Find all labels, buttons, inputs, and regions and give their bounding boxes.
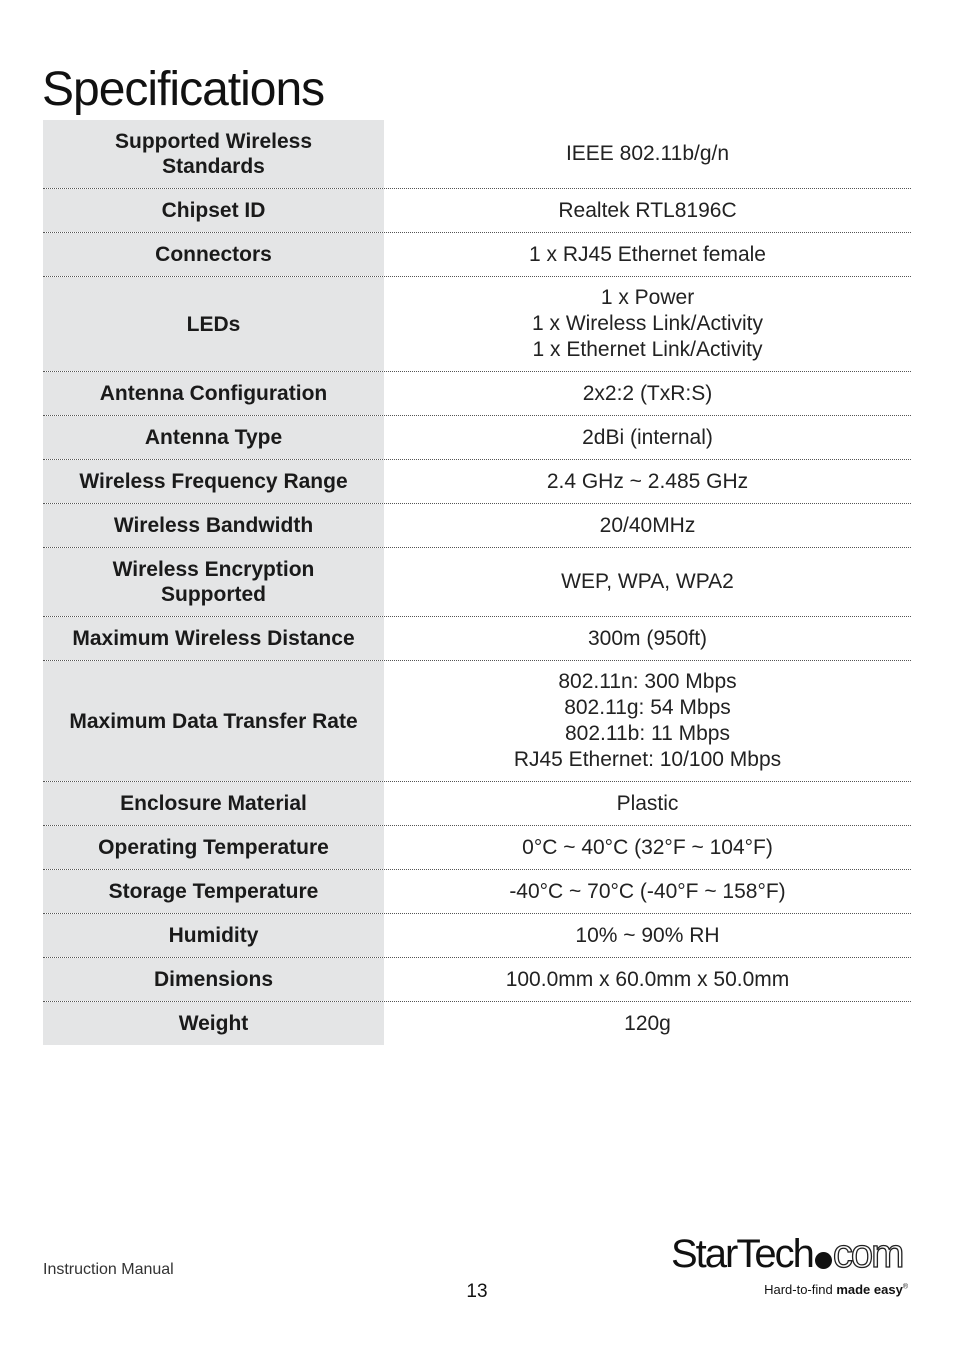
spec-label-text: [69, 709, 357, 734]
spec-value: [384, 782, 911, 825]
logo-tagline-bold: made easy: [836, 1282, 903, 1297]
spec-row: [43, 120, 911, 189]
spec-value: [384, 1002, 911, 1045]
spec-label-text: [72, 626, 354, 651]
spec-label-text: [169, 923, 259, 948]
spec-value: [384, 277, 911, 371]
spec-label: [43, 914, 384, 957]
spec-value: [384, 189, 911, 232]
spec-label-line: Chipset ID: [161, 199, 266, 222]
spec-label: [43, 277, 384, 371]
spec-value-line: -40°C ~ 70°C (-40°F ~ 158°F): [509, 879, 786, 903]
spec-label: [43, 548, 384, 616]
spec-label-line: Enclosure Material: [120, 792, 307, 815]
spec-label-text: [155, 242, 272, 267]
spec-label: [43, 958, 384, 1001]
spec-value-line: Plastic: [616, 791, 679, 815]
spec-label-line: LEDs: [186, 312, 241, 336]
startech-logo: [671, 1230, 911, 1305]
spec-row: [43, 870, 911, 914]
spec-label-line: Supported Wireless: [114, 130, 313, 153]
spec-value-line: 300m (950ft): [587, 626, 708, 650]
spec-label-text: [98, 835, 329, 860]
spec-row: [43, 372, 911, 416]
spec-label-line: Dimensions: [153, 968, 274, 991]
logo-wordmark: [671, 1230, 902, 1278]
specifications-table: [43, 120, 911, 1045]
spec-value: [384, 826, 911, 869]
spec-label-line: Wireless Frequency Range: [79, 470, 348, 493]
spec-label-line: Standards: [162, 155, 265, 178]
spec-label: [43, 372, 384, 415]
spec-value: [384, 870, 911, 913]
spec-row: [43, 277, 911, 372]
spec-label: [43, 782, 384, 825]
spec-label-line: Wireless Encryption: [112, 558, 315, 581]
spec-row: [43, 460, 911, 504]
spec-row: [43, 1002, 911, 1045]
spec-label-text: [145, 425, 282, 450]
spec-label: [43, 870, 384, 913]
spec-label: [43, 460, 384, 503]
spec-label-line: Operating Temperature: [98, 836, 329, 859]
spec-value-line: 802.11n: 300 Mbps: [558, 670, 737, 693]
logo-com-text: com: [832, 1232, 903, 1276]
spec-value: [384, 460, 911, 503]
spec-value-line: 1 x RJ45 Ethernet female: [529, 242, 766, 266]
spec-value-line: 2dBi (internal): [582, 425, 713, 449]
spec-label: [43, 1002, 384, 1045]
spec-row: [43, 826, 911, 870]
spec-label: [43, 617, 384, 660]
spec-value: [384, 372, 911, 415]
spec-value-line: IEEE 802.11b/g/n: [565, 142, 730, 165]
spec-label-line: Connectors: [155, 243, 272, 266]
spec-label: [43, 120, 384, 188]
spec-value-line: 802.11g: 54 Mbps: [564, 696, 731, 719]
spec-label-line: Maximum Data Transfer Rate: [69, 709, 358, 733]
spec-label: [43, 189, 384, 232]
spec-label-text: [179, 1011, 249, 1036]
spec-label-line: Maximum Wireless Distance: [72, 627, 355, 650]
spec-value-line: Realtek RTL8196C: [558, 198, 737, 222]
page-number: 13: [466, 1281, 488, 1302]
spec-row: [43, 617, 911, 661]
spec-label: [43, 826, 384, 869]
spec-value: [384, 661, 911, 781]
spec-label-text: [109, 879, 319, 904]
logo-tagline: [764, 1282, 908, 1297]
spec-value-line: 120g: [624, 1011, 671, 1035]
spec-label-line: Humidity: [168, 924, 259, 947]
footer-document-type: Instruction Manual: [43, 1261, 174, 1278]
spec-value-line: 1 x Power: [600, 286, 695, 309]
spec-row: [43, 189, 911, 233]
spec-label-line: Storage Temperature: [108, 880, 319, 903]
spec-label-line: Antenna Type: [144, 426, 283, 449]
logo-dot-icon: [815, 1252, 832, 1269]
spec-row: [43, 233, 911, 277]
page-title: Specifications: [42, 63, 325, 117]
spec-value: [384, 233, 911, 276]
spec-value-line: 2.4 GHz ~ 2.485 GHz: [546, 469, 749, 493]
spec-value-line: WEP, WPA, WPA2: [561, 570, 734, 593]
spec-label: [43, 504, 384, 547]
spec-label-text: [79, 469, 347, 494]
spec-label-text: [162, 198, 266, 223]
spec-label: [43, 661, 384, 781]
spec-value: [384, 504, 911, 547]
spec-row: [43, 958, 911, 1002]
spec-value: [384, 914, 911, 957]
spec-value-line: 100.0mm x 60.0mm x 50.0mm: [505, 967, 790, 991]
spec-label-text: [113, 557, 315, 607]
spec-label-line: Weight: [178, 1012, 249, 1035]
spec-value: [384, 958, 911, 1001]
spec-value-line: 1 x Ethernet Link/Activity: [532, 338, 763, 361]
spec-label-text: [114, 513, 313, 538]
spec-label-text: [100, 381, 327, 406]
spec-row: [43, 914, 911, 958]
spec-label-line: Antenna Configuration: [99, 382, 328, 405]
spec-value-line: 802.11b: 11 Mbps: [564, 722, 730, 745]
spec-value-line: 10% ~ 90% RH: [575, 923, 720, 947]
logo-tagline-regular: Hard-to-find: [764, 1282, 837, 1297]
spec-value-line: 1 x Wireless Link/Activity: [531, 312, 764, 335]
spec-row: [43, 782, 911, 826]
spec-label: [43, 233, 384, 276]
spec-label-text: [120, 791, 307, 816]
spec-label: [43, 416, 384, 459]
spec-value: [384, 416, 911, 459]
spec-value-line: 20/40MHz: [599, 513, 696, 537]
spec-value: [384, 120, 911, 188]
spec-label-text: [115, 129, 312, 179]
spec-row: [43, 661, 911, 782]
spec-label-line: Wireless Bandwidth: [113, 514, 314, 537]
spec-value-line: RJ45 Ethernet: 10/100 Mbps: [513, 748, 782, 771]
registered-mark: ®: [902, 1283, 908, 1291]
spec-label-text: [154, 967, 273, 992]
spec-value-line: 2x2:2 (TxR:S): [582, 381, 713, 405]
spec-label-line: Supported: [161, 583, 266, 606]
spec-value: [384, 548, 911, 616]
spec-value-line: 0°C ~ 40°C (32°F ~ 104°F): [522, 835, 773, 859]
spec-row: [43, 504, 911, 548]
logo-brand-text: StarTech: [671, 1232, 813, 1276]
spec-row: [43, 416, 911, 460]
spec-row: [43, 548, 911, 617]
spec-value: [384, 617, 911, 660]
spec-label-text: [187, 312, 241, 337]
